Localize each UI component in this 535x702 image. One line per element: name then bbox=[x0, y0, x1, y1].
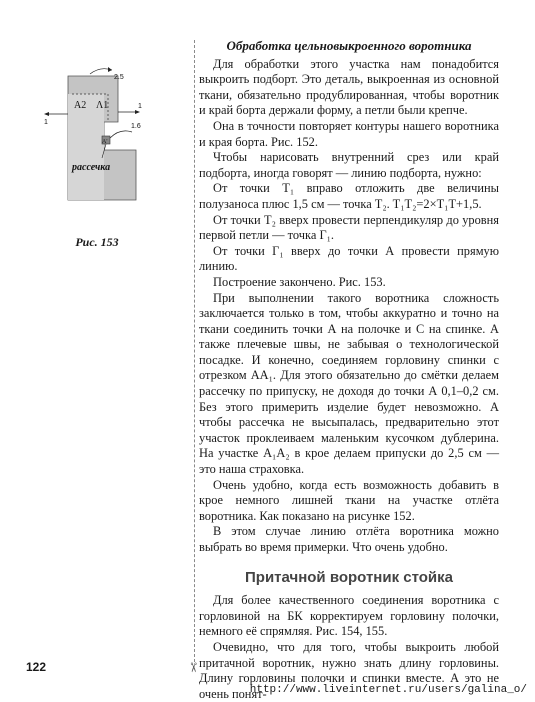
text-column bbox=[199, 38, 499, 702]
paragraph: Очень удобно, когда есть возможность добавить в крое немного лишней ткани на участке отлёта воротника. Как показано на рисунке 152. bbox=[199, 477, 499, 523]
paragraph: В этом случае линию отлёта воротника можно выбрать во время примерки. Что очень удобно. bbox=[199, 524, 499, 554]
label-cut: рассечка bbox=[72, 162, 111, 173]
figure-caption: Рис. 153 bbox=[75, 235, 119, 249]
paragraph: От точки Г₁ вверх до точки А провести прямую линию. bbox=[199, 243, 499, 274]
right-arrow-head bbox=[135, 110, 140, 114]
paragraph: Построение закончено. Рис. 153. bbox=[213, 274, 386, 289]
figure-drawing bbox=[28, 62, 178, 212]
paragraph: От точки T₁ вправо отложить две величины полузаноса плюс 1,5 см — точка T₂. T₁T₂=2×T₁T+1,5. bbox=[199, 181, 499, 211]
label-dim-right: 1 bbox=[138, 103, 142, 110]
section-heading-1: Обработка цельновыкроенного воротника bbox=[226, 38, 472, 53]
paragraph: Очевидно, что для того, чтобы выкроить любой притачной воротник, нужно знать длину горловины. Длину горловины полочки и спинки вместе. А это не очень понят- bbox=[199, 639, 499, 701]
left-arrow-head bbox=[44, 112, 49, 116]
label-dim-left: 1 bbox=[44, 119, 48, 126]
section-heading-2: Притачной воротник стойка bbox=[245, 568, 453, 586]
paragraph: Чтобы нарисовать внутренний срез или край подборта, иногда говорят — линию подборта, нужно: bbox=[199, 150, 499, 180]
figure-153 bbox=[28, 62, 178, 212]
footer-url[interactable]: http://www.liveinternet.ru/users/galina_o/ bbox=[249, 684, 527, 696]
paragraph: При выполнении такого воротника сложность заключается только в том, чтобы аккуратно и точно на ткани соединить точки А на полочке и С на спинке. А также плечевые швы, не забывая о технологической посадке. И конечно, соединяем горловину спинки с отрезком АА₁. Для этого обязательно до смётки делаем рассечку по припуску, не доходя до точки А 0,1–0,2 см. Без этого примерить изделие будет невозможно. А чтобы рассечка не высыпалась, предварительно этот участок проклеиваем маленьким кусочком дублерина. На участке А₁А₂ в крое делаем припуски до 2,5 см — это наша страховка. bbox=[199, 290, 499, 477]
paragraph: Она в точности повторяет контуры нашего воротника и края борта. Рис. 152. bbox=[199, 118, 499, 149]
label-a-prime: A' bbox=[102, 139, 108, 145]
paragraph: Для более качественного соединения воротника с горловиной на БК корректируем горловину полочки, немного её спрямляя. Рис. 154, 155. bbox=[199, 593, 499, 639]
label-dim-small: 1.6 bbox=[131, 123, 141, 130]
small-arrow bbox=[110, 131, 132, 138]
page-number: 122 bbox=[26, 660, 47, 674]
label-dim-top: 2.5 bbox=[114, 74, 124, 81]
page-divider bbox=[194, 40, 195, 662]
label-l1: Λ1 bbox=[96, 100, 109, 111]
label-a2: A2 bbox=[74, 100, 87, 111]
paragraph: От точки T₂ вверх провести перпендикуляр до уровня первой петли — точка Г₁. bbox=[199, 212, 499, 243]
scissors-icon: ✂ bbox=[184, 662, 200, 673]
paragraph: Для обработки этого участка нам понадобится выкроить подборт. Это деталь, выкроенная из основной ткани, обязательно продублированная, чтобы воротник и край борта держали форму, а петли были крепче. bbox=[199, 56, 499, 118]
